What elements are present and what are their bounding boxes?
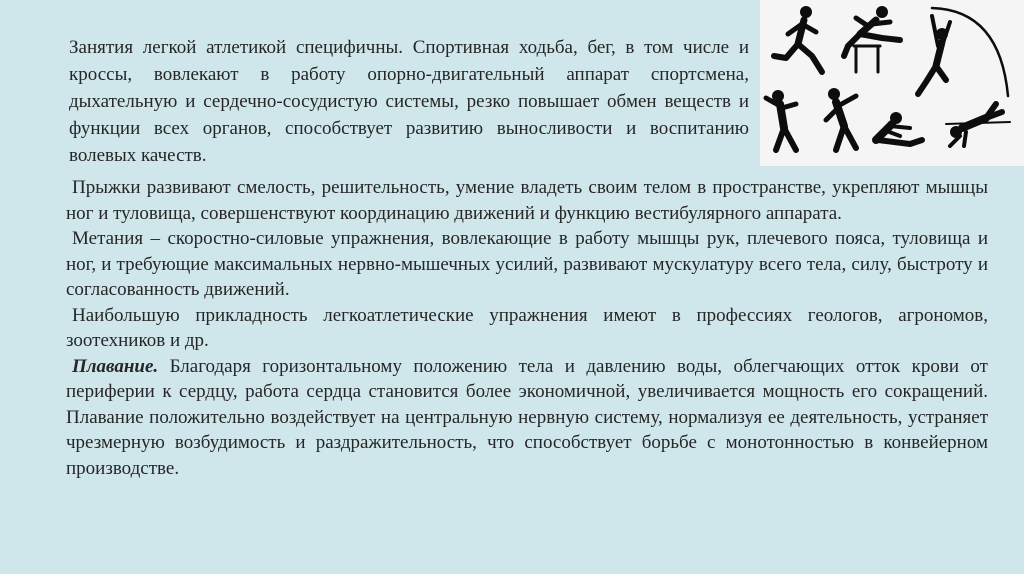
athletics-silhouettes-svg bbox=[760, 0, 1024, 166]
throws-paragraph: Метания – скоростно-силовые упражнения, вовлекающие в работу мышцы рук, плечевого пояса, туловища и ног, и требующие максимальных нервно-мышечных усилий, развивают мускулатуру всего тела, силу, быстроту и согласованность движений. bbox=[66, 228, 988, 300]
body-text-block bbox=[66, 175, 988, 481]
intro-text: Занятия легкой атлетикой специфичны. Спортивная ходьба, бег, в том числе и кроссы, вовлекают в работу опорно-двигательный аппарат спортсмена, дыхательную и сердечно-сосудистую системы, резко повышает обмен веществ и функции всех органов, способствует развитию выносливости и воспитанию волевых качеств. bbox=[69, 37, 749, 166]
thrower-figure bbox=[766, 90, 796, 150]
pole-vaulter-figure bbox=[918, 8, 1008, 96]
hurdler-figure bbox=[844, 6, 900, 72]
discus-thrower-figure bbox=[826, 88, 856, 150]
high-jumper-figure bbox=[946, 104, 1010, 146]
runner-figure bbox=[774, 6, 822, 72]
swimming-paragraph bbox=[66, 354, 988, 482]
professions-paragraph: Наибольшую прикладность легкоатлетические упражнения имеют в профессиях геологов, агрономов, зоотехников и др. bbox=[66, 304, 988, 351]
athletics-silhouettes-icon bbox=[760, 0, 1024, 166]
swimming-text: Благодаря горизонтальному положению тела и давлению воды, облегчающих отток крови от периферии к сердцу, работа сердца становится более экономичной, увеличивается мощность его сокращений. Плавание положительно воздействует на центральную нервную систему, нормализуя ее деятельность, устраняет чрезмерную возбудимость и раздражительность, что способствует борьбе с монотонностью в конвейерном производстве. bbox=[66, 355, 988, 479]
long-jumper-figure bbox=[876, 112, 922, 144]
jumps-paragraph: Прыжки развивают смелость, решительность, умение владеть своим телом в пространстве, укрепляют мышцы ног и туловища, совершенствуют координацию движений и функцию вестибулярного аппарата. bbox=[66, 177, 988, 224]
swimming-lead: Плавание. bbox=[72, 355, 159, 377]
intro-paragraph bbox=[69, 34, 749, 169]
